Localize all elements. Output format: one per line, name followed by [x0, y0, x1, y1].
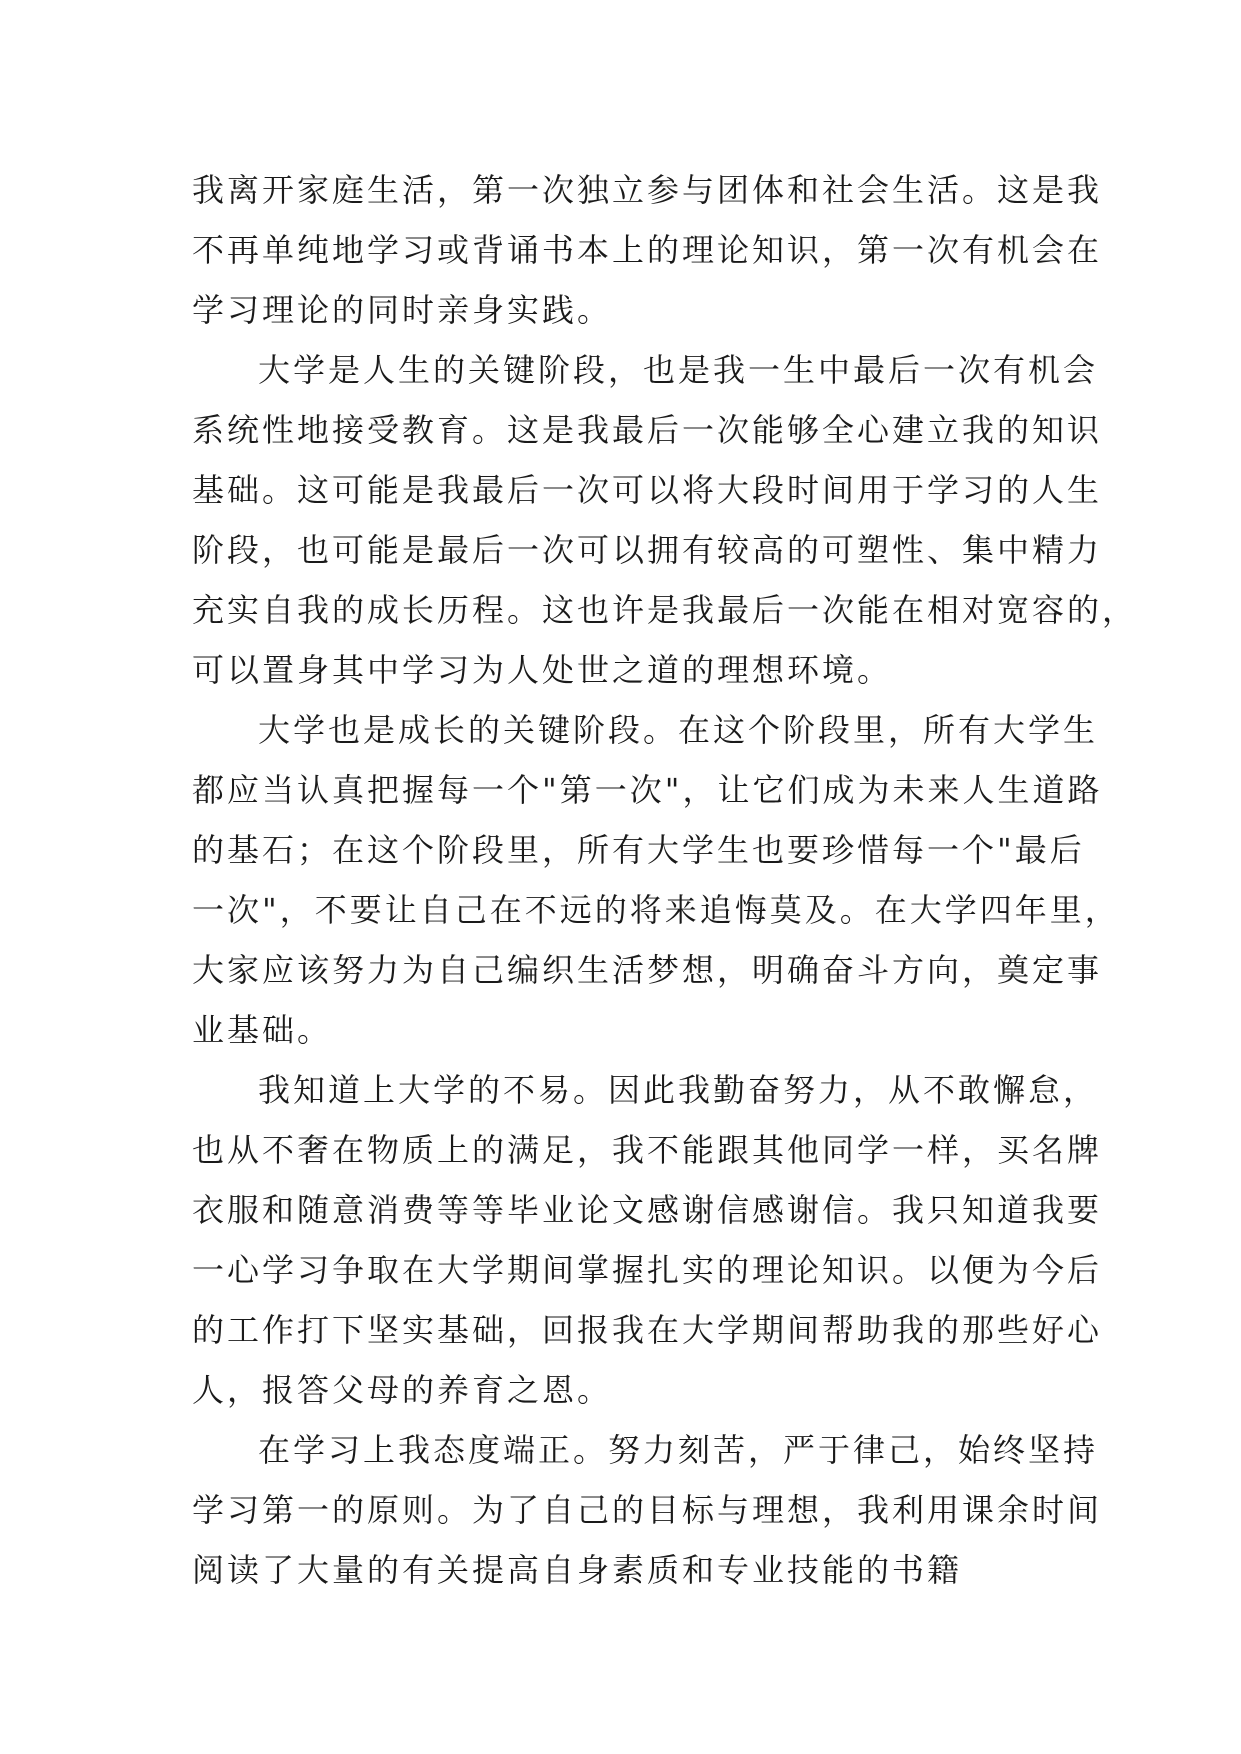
paragraph-2	[192, 340, 1138, 700]
text-line: 系统性地接受教育。这是我最后一次能够全心建立我的知识	[192, 411, 1103, 449]
text-line: 基础。这可能是我最后一次可以将大段时间用于学习的人生	[192, 471, 1103, 509]
text-line: 人，报答父母的养育之恩。	[192, 1371, 613, 1409]
text-line: 大家应该努力为自己编织生活梦想，明确奋斗方向，奠定事	[192, 951, 1103, 989]
paragraph-5	[192, 1420, 1103, 1600]
paragraph-4	[192, 1060, 1103, 1420]
text-line: 可以置身其中学习为人处世之道的理想环境。	[192, 651, 893, 689]
text-line: 一心学习争取在大学期间掌握扎实的理论知识。以便为今后	[192, 1251, 1103, 1289]
text-line-indented: 在学习上我态度端正。努力刻苦，严于律己，始终坚持	[258, 1431, 1099, 1469]
text-line: 衣服和随意消费等等毕业论文感谢信感谢信。我只知道我要	[192, 1191, 1103, 1229]
text-line: 都应当认真把握每一个"第一次"，让它们成为未来人生道路	[192, 771, 1103, 809]
paragraph-3	[192, 700, 1120, 1060]
paragraph-1	[192, 160, 1103, 340]
document-body	[192, 160, 1138, 1600]
text-line-indented: 我知道上大学的不易。因此我勤奋努力，从不敢懈怠，	[258, 1071, 1099, 1109]
text-line: 也从不奢在物质上的满足，我不能跟其他同学一样，买名牌	[192, 1131, 1103, 1169]
text-line: 阶段，也可能是最后一次可以拥有较高的可塑性、集中精力	[192, 531, 1103, 569]
text-line: 一次"，不要让自己在不远的将来追悔莫及。在大学四年里，	[192, 891, 1120, 929]
text-line-indented: 大学是人生的关键阶段，也是我一生中最后一次有机会	[258, 351, 1099, 389]
text-line: 的基石；在这个阶段里，所有大学生也要珍惜每一个"最后	[192, 831, 1085, 869]
text-line: 不再单纯地学习或背诵书本上的理论知识，第一次有机会在	[192, 231, 1103, 269]
text-line: 充实自我的成长历程。这也许是我最后一次能在相对宽容的，	[192, 591, 1138, 629]
text-line: 学习第一的原则。为了自己的目标与理想，我利用课余时间	[192, 1491, 1103, 1529]
text-line: 业基础。	[192, 1011, 333, 1049]
text-line: 阅读了大量的有关提高自身素质和专业技能的书籍	[192, 1551, 963, 1589]
text-line: 学习理论的同时亲身实践。	[192, 291, 613, 329]
text-line-indented: 大学也是成长的关键阶段。在这个阶段里，所有大学生	[258, 711, 1099, 749]
text-line: 我离开家庭生活，第一次独立参与团体和社会生活。这是我	[192, 171, 1103, 209]
text-line: 的工作打下坚实基础，回报我在大学期间帮助我的那些好心	[192, 1311, 1103, 1349]
